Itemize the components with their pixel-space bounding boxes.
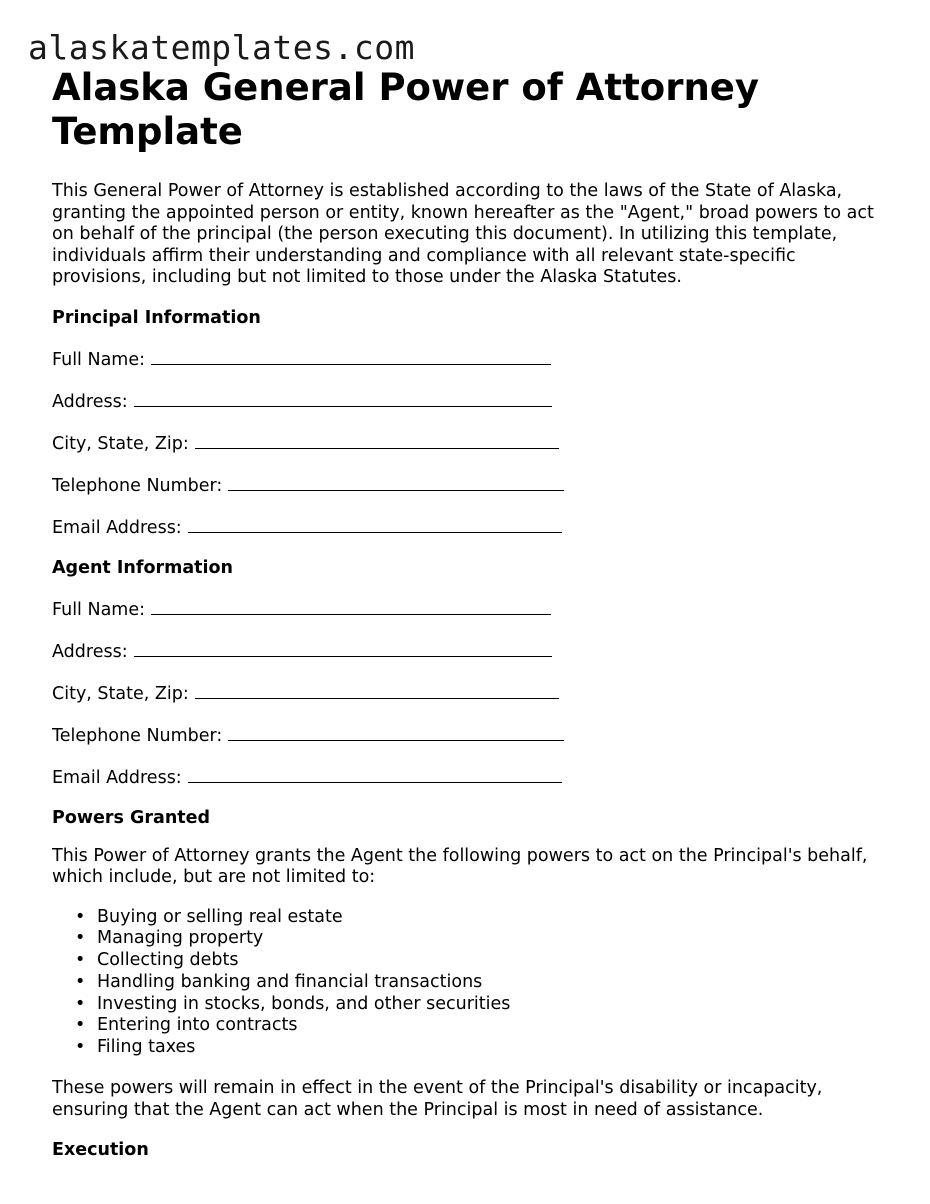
agent-email-field [52, 765, 892, 789]
field-label: City, State, Zip: [52, 683, 189, 704]
list-item-text: Collecting debts [97, 950, 239, 971]
telephone-blank[interactable] [228, 473, 564, 491]
address-blank[interactable] [134, 639, 552, 657]
list-item [75, 906, 892, 929]
execution-section [52, 1139, 892, 1161]
powers-section [52, 807, 892, 1122]
document-title: Alaska General Power of Attorney Template [52, 66, 760, 153]
principal-address-field [52, 389, 892, 413]
powers-intro: This Power of Attorney grants the Agent the following powers to act on the Principal's behalf, which include, but are not limited to: [52, 845, 868, 887]
bullet-icon: • [75, 1015, 86, 1036]
list-item-text: Managing property [97, 928, 264, 949]
field-label: Email Address: [52, 767, 182, 788]
telephone-blank[interactable] [228, 723, 564, 741]
powers-effect-paragraph: These powers will remain in effect in the event of the Principal's disability or incapacity, ensuring that the Agent can act when the Principal is most in need of assistance. [52, 1078, 823, 1120]
list-item [75, 1037, 892, 1059]
list-item [75, 950, 892, 972]
field-label: Full Name: [52, 599, 146, 620]
full-name-blank[interactable] [151, 347, 551, 365]
field-label: Address: [52, 641, 128, 662]
email-blank[interactable] [188, 765, 562, 783]
email-blank[interactable] [188, 515, 562, 533]
bullet-icon: • [75, 971, 86, 992]
principal-section [52, 307, 892, 539]
bullet-icon: • [75, 993, 86, 1014]
city-state-zip-blank[interactable] [195, 681, 559, 699]
list-item [75, 1015, 892, 1037]
list-item [75, 971, 892, 994]
agent-section [52, 557, 892, 789]
agent-telephone-field [52, 723, 892, 747]
site-watermark: alaskatemplates.com [28, 28, 415, 67]
bullet-icon: • [75, 906, 86, 927]
full-name-blank[interactable] [151, 597, 551, 615]
list-item-text: Investing in stocks, bonds, and other securities [97, 993, 511, 1014]
agent-city-state-zip-field [52, 681, 892, 705]
execution-heading: Execution [52, 1140, 149, 1161]
principal-city-state-zip-field [52, 431, 892, 455]
list-item [75, 993, 892, 1016]
document-body [52, 66, 892, 1161]
principal-heading: Principal Information [52, 307, 261, 328]
field-label: Telephone Number: [52, 475, 223, 496]
bullet-icon: • [75, 928, 86, 949]
address-blank[interactable] [134, 389, 552, 407]
intro-paragraph: This General Power of Attorney is established according to the laws of the State of Alaska, granting the appointed person or entity, known hereafter as the "Agent," broad powers to act on behalf of the principal (the person executing this document). In utilizing this template, individuals affirm their understanding and compliance with all relevant state-specific provisions, including but not limited to those under the Alaska Statutes. [52, 181, 874, 287]
principal-telephone-field [52, 473, 892, 497]
powers-list [52, 907, 892, 1060]
city-state-zip-blank[interactable] [195, 431, 559, 449]
agent-address-field [52, 639, 892, 663]
list-item-text: Filing taxes [97, 1037, 196, 1058]
field-label: Telephone Number: [52, 725, 223, 746]
powers-heading: Powers Granted [52, 807, 211, 828]
agent-full-name-field [52, 597, 892, 621]
list-item-text: Handling banking and financial transactions [97, 971, 483, 992]
field-label: Email Address: [52, 517, 182, 538]
field-label: Address: [52, 391, 128, 412]
list-item-text: Buying or selling real estate [97, 906, 343, 927]
list-item [75, 928, 892, 950]
principal-full-name-field [52, 347, 892, 371]
field-label: City, State, Zip: [52, 433, 189, 454]
field-label: Full Name: [52, 349, 146, 370]
principal-email-field [52, 515, 892, 539]
list-item-text: Entering into contracts [97, 1015, 298, 1036]
bullet-icon: • [75, 950, 86, 971]
agent-heading: Agent Information [52, 557, 233, 578]
bullet-icon: • [75, 1037, 86, 1058]
